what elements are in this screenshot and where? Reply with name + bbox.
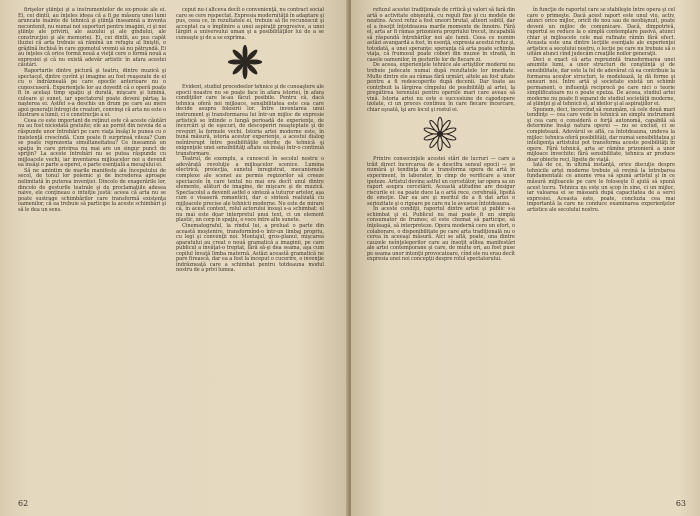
paragraph: Evident, studiul procedeelor tehnice şi de cunoaştere ale epocii noastre nu se poate face în afara istoriei, în afara condiţiilor care le-au făcut posibile. Pentru că, dacă tehnica oferă noi mijloace, sensibilitatea este cea care decide asupra folosirii lor. Între inventarea unui instrument şi transformarea lui într-un mijloc de expresie artistică se întinde o lungă perioadă de experienţe, de încercări şi de eşecuri, de descoperiri neaşteptate şi de reveniri la formele vechi. Istoria artei moderne este, în bună măsură, istoria acestor experienţe, a acestui dialog neîntrerupt între posibilităţile oferite de tehnică şi exigenţele unei sensibilităţi aflate ea însăşi într-o continuă transformare. [176, 84, 324, 157]
paragraph: Deci e exact că arta reprezintă transformarea unei anumite lumi, a unor structuri de conştiinţă şi de sensibilitate, dar este la fel de adevărat că ea contribuie la formarea acestor structuri, le modelează, le dă forme şi sensuri noi. Între artă şi societate există un schimb permanent, o influenţă reciprocă pe care nici o teorie simplificatoare nu o poate epuiza. De aceea, studiul artei moderne nu poate fi separat de studiul societăţii moderne, al ştiinţei şi al tehnicii ei, al ideilor şi al aspiraţiilor ei. [527, 56, 675, 108]
left-page-column-2 [176, 8, 324, 274]
paragraph: refuzul acestei tradiţionale de critică şi valori să fară din artă o activitate obişnuită, cu reguli fixe şi cu modele de neatins. Acest refuz a fost uneori brutal, alteori subtil, dar el a însoţit întotdeauna marile momente de înnoire. Fără el, arta ar fi rămas prizoniera propriului trecut, incapabilă să răspundă întrebărilor noi ale lumii. Ceea ce numim astăzi avangardă a fost, în esenţă, expresia acestui refuz şi, totodată, a unei speranţe: speranţa că arta poate schimba viaţa, că frumosul poate coborî din muzee în stradă, în casele oamenilor, în gesturile lor de fiecare zi. [367, 7, 515, 63]
ornament-spacer [176, 41, 324, 85]
paragraph: Printre consecinţele acestei stări de lucruri — care a trăit direct încercarea de a descifra sensul epocii — se numără şi tendinţa de a transforma opera de artă în experiment, în laborator, în cîmp de verificare a unor ipoteze. Artistul devine astfel un cercetător, iar opera sa un raport asupra cercetării. Această atitudine are desigur riscurile ei: ea poate duce la o artă rece, cerebrală, lipsită de emoţie. Dar ea are şi meritul de a fi dat artei o seriozitate şi o rigoare pe care nu le avusese întotdeauna. [367, 156, 515, 207]
paragraph: Ceea ce este important de reţinut este că aceste căutări nu au fost niciodată gratuite; ele au pornit din nevoia de a răspunde unor întrebări pe care viaţa însăşi le punea cu o insistenţă crescîndă. Cum poate fi surprinsă viteza? Cum se poate reprezenta simultaneitatea? Ce înseamnă un spaţiu în care privirea nu mai are un singur punct de sprijin? La aceste întrebări nu se putea răspunde cu mijloacele vechi, iar inventarea mijloacelor noi a devenit ea însăşi o parte a operei, o parte esenţială a mesajului ei. [18, 117, 166, 169]
paragraph: ceput nu-i altceva decît o convenienţă, nu contract social care se cere respectat. Expresia modernităţii în adaptare şi pus, ceea ce, în rezultatele ei, trebuie să fie recunoscut şi acceptat ca o împlinire a unei aspiraţii progresive, a unei lărgiri a universului uman şi a posibilităţilor lui de a se cunoaşte şi de a se exprima. [176, 7, 324, 41]
page-number-right: 63 [675, 499, 686, 508]
right-page-column-1-top [367, 8, 515, 113]
paragraph: Raporturile dintre pictură şi teatru, dintre muzică şi spectacol, dintre cuvînt şi imagine au fost reaşezate de ei cu o îndrăzneală pe care epocile anterioare nu o cunoscuseră. Experienţele lor au dovedit că o operă poate fi în acelaşi timp spaţiu şi durată, mişcare şi lumină, culoare şi sunet, iar spectatorul poate deveni părtaş la naşterea ei. Astfel s-a deschis un drum pe care au mers apoi generaţii întregi de creatori, convinşi că arta nu este o ilustrare a lumii, ci o construcţie a ei. [18, 68, 166, 119]
right-page [351, 0, 700, 516]
paragraph: Cinematograful, la rîndul lui, a preluat o parte din această moştenire, transformînd-o într-un limbaj propriu, cu legi şi convenţii noi. Montajul, gros-planul, mişcarea aparatului au creat o nouă gramatică a imaginii, pe care publicul a învăţat-o treptat, fără să-şi dea seama, aşa cum copilul învaţă limba maternă. Astăzi această gramatică ne pare firească, dar ea a fost la început o cucerire, o invenţie îndrăzneaţă care a schimbat pentru totdeauna modul nostru de a privi lumea. [176, 222, 324, 274]
paragraph: firişelor ştiinţei şi a instrumentelor de ex-presie ale ei. Ei, cei dintîi, au înţeles ideea că a fi pe măsura unei lumi aruncate înainte de tehnică şi ştiinţă înseamnă a inventa necontenit, nu numai noi suporturi pentru imagini, ci şi noi ştiinţe ale privirii, ale auzului şi ale gîndului, ale construcţiei şi ale memoriei. Ei, cei dintîi, au pus capăt iluziei că arta trebuie să rămînă un refugiu al liniştii, o grădină închisă în care zgomotul vremii să nu pătrundă. Ei au înţeles că orice formă nouă a vieţii cere o formă nouă a expresiei şi că nu există adevăr artistic în afara acestei căutări. [18, 7, 166, 69]
paragraph: De aceea, experienţele tehnice ale artiştilor moderni nu trebuie judecate numai după rezultatele lor imediate. Multe dintre ele au rămas fără urmări, altele au fost uitate pentru a fi redescoperite după decenii. Dar toate au contribuit la lărgirea cîmpului de posibilităţi al artei, la pregătirea terenului pentru operele mari care aveau să vină. Istoria artei nu este o succesiune de capodopere izolate, ci un proces continuu în care fiecare încercare, chiar eşuată, îşi are locul şi rostul ei. [367, 62, 515, 113]
paragraph: Spunem, deci, încercînd să rezumăm, că cele două mari tendinţe — cea care vede în tehnică un simplu instrument şi cea care o consideră o forţă autonomă, capabilă să determine însăşi natura operei — nu se exclud, ci se completează. Adevărul se află, ca întotdeauna, undeva la mijloc: tehnica oferă posibilităţi, dar numai sensibilitatea şi inteligenţa artistului pot transforma aceste posibilităţi în opere. Fără tehnică, arta ar rămîne prizonieră a unor mijloace învechite; fără sensibilitate, tehnica ar produce doar obiecte reci, lipsite de viaţă. [527, 106, 675, 163]
left-page-column-2-bottom [176, 85, 324, 274]
left-page-column-1 [18, 8, 166, 213]
left-page [0, 0, 349, 516]
left-page-column-2-top [176, 8, 324, 41]
right-page-column-2 [527, 8, 675, 213]
paragraph: Teatrul, de exemplu, a cunoscut în secolul nostru o adevărată revoluţie a mijloacelor scenice. Lumina electrică, proiecţia, sunetul înregistrat, mecanismele complexe ale scenei au permis regizorilor să creeze spectacole în care textul nu mai era decît unul dintre elemente, alături de imagine, de mişcare şi de muzică. Spectacolul a devenit astfel o sinteză a tuturor artelor, aşa cum o visaseră romanticii, dar o sinteză realizată cu mijloacele precise ale tehnicii moderne. Nu este de mirare că, în acest context, rolul actorului însuşi s-a schimbat: el nu mai este doar interpretul unui text, ci un element plastic, un corp în spaţiu, o voce între alte sunete. [176, 156, 324, 224]
ornament-spacer [367, 113, 515, 157]
flower-ornament-icon [226, 43, 264, 81]
right-page-column-1 [367, 8, 515, 263]
paragraph: Să ne amintim de marile manifeste ale începutului de secol, de tonul lor polemic şi de încrederea aproape nelimitată în puterea invenţiei. Dincolo de exagerările lor, dincolo de gesturile teatrale şi de proclamaţiile adesea naive, ele conţineau o intuiţie justă: aceea că arta nu se poate sustrage schimbărilor care transformă existenţa oamenilor, că ea trebuie să participe la aceste schimbări şi să le dea un sens. [18, 167, 166, 213]
paragraph: Iată de ce, în ultimă instanţă, orice discuţie despre tehnicile artei moderne trebuie să revină la întrebarea fundamentală: ce anume vrea să spună artistul şi în ce măsură mijloacele pe care le foloseşte îl ajută să spună acest lucru. Tehnica nu este un scop în sine, ci un mijloc, iar valoarea ei se măsoară după capacitatea de a servi expresiei. Aceasta este, poate, concluzia cea mai importantă la care ne conduce examinarea experienţelor artistice ale secolului nostru. [527, 162, 675, 213]
flower-ornament-icon [421, 115, 459, 153]
paragraph: în funcţie de raportul care se stabileşte între opera şi cel care o primeşte. Dacă acest raport este unul viu, activ, atunci orice mijloc, oricît de nou sau de neobişnuit, poate deveni un mijloc de comunicare. Dacă, dimpotrivă, raportul se reduce la o simplă contemplare pasivă, atunci chiar şi mijloacele cele mai rafinate rămîn fără efect. Aceasta este una dintre lecţiile esenţiale ale experienţei artistice a secolului nostru, o lecţie pe care nu trebuie să o uităm atunci cînd judecăm creaţiile noilor generaţii. [527, 7, 675, 58]
paragraph: În aceste condiţii, raportul dintre artist şi public s-a schimbat şi el. Publicul nu mai poate fi un simplu consumator de frumos; el este chemat să participe, să înţeleagă, să interpreteze. Opera modernă cere un efort, o colaborare, o disponibilitate pe care arta tradiţională nu o cerea în aceeaşi măsură. Aici se află, poate, una dintre cauzele neînţelegerilor care au însoţit atîtea manifestări ale artei contemporane şi care, de multe ori, au fost puse pe seama unor intenţii provocatoare, cînd ele nu erau decît expresia unei noi concepţii despre rolul spectatorului. [367, 206, 515, 263]
right-page-column-1-bottom [367, 157, 515, 262]
page-number-left: 62 [18, 499, 29, 508]
